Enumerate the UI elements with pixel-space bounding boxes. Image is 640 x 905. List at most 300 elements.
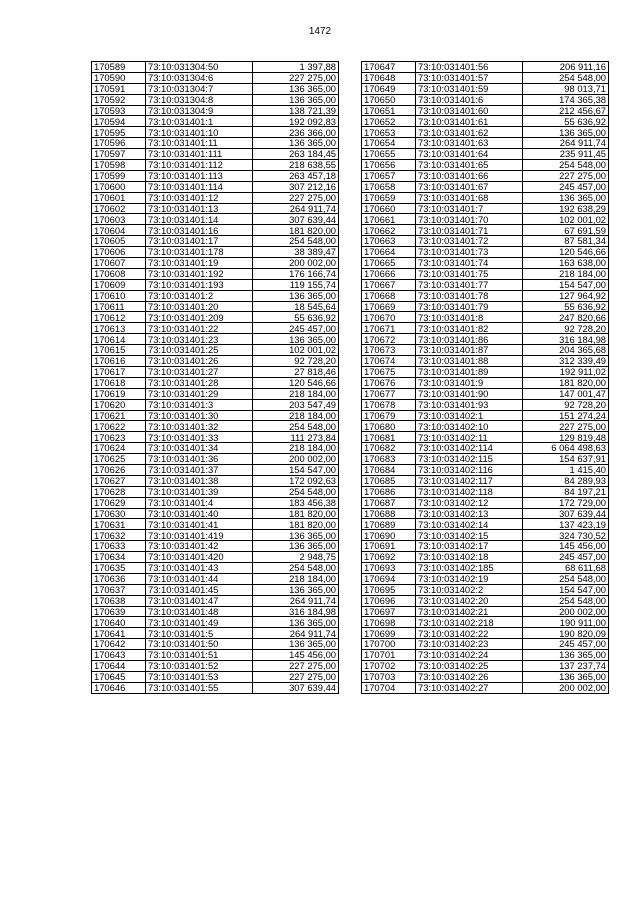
table-row <box>362 660 609 671</box>
row-number-cell: 170634 <box>92 552 146 563</box>
cadastral-number-cell: 73:10:031401:14 <box>146 214 253 225</box>
amount-cell: 145 456,00 <box>523 541 609 552</box>
row-number-cell: 170610 <box>92 290 146 301</box>
row-number-cell: 170651 <box>362 105 416 116</box>
amount-cell: 6 064 498,63 <box>523 443 609 454</box>
row-number-cell: 170626 <box>92 464 146 475</box>
row-number-cell: 170677 <box>362 388 416 399</box>
row-number-cell: 170674 <box>362 356 416 367</box>
amount-cell: 212 456,67 <box>523 105 609 116</box>
row-number-cell: 170699 <box>362 628 416 639</box>
table-row <box>92 105 339 116</box>
row-number-cell: 170643 <box>92 650 146 661</box>
row-number-cell: 170631 <box>92 519 146 530</box>
cadastral-number-cell: 73:10:031304:50 <box>146 62 253 73</box>
table-row <box>92 508 339 519</box>
amount-cell: 254 548,00 <box>523 573 609 584</box>
table-row <box>362 377 609 388</box>
row-number-cell: 170629 <box>92 497 146 508</box>
row-number-cell: 170637 <box>92 584 146 595</box>
amount-cell: 245 457,00 <box>253 323 339 334</box>
row-number-cell: 170704 <box>362 682 416 693</box>
row-number-cell: 170628 <box>92 486 146 497</box>
cadastral-number-cell: 73:10:031402:26 <box>416 671 523 682</box>
row-number-cell: 170675 <box>362 366 416 377</box>
registry-table-left <box>91 61 339 694</box>
row-number-cell: 170682 <box>362 443 416 454</box>
row-number-cell: 170697 <box>362 606 416 617</box>
row-number-cell: 170678 <box>362 399 416 410</box>
amount-cell: 245 457,00 <box>523 181 609 192</box>
row-number-cell: 170668 <box>362 290 416 301</box>
cadastral-number-cell: 73:10:031401:44 <box>146 573 253 584</box>
cadastral-number-cell: 73:10:031401:53 <box>146 671 253 682</box>
table-row <box>92 203 339 214</box>
table-row <box>362 552 609 563</box>
amount-cell: 264 911,74 <box>253 203 339 214</box>
amount-cell: 254 548,00 <box>523 72 609 83</box>
row-number-cell: 170659 <box>362 192 416 203</box>
cadastral-number-cell: 73:10:031401:56 <box>416 62 523 73</box>
amount-cell: 245 457,00 <box>523 552 609 563</box>
cadastral-number-cell: 73:10:031401:60 <box>416 105 523 116</box>
table-row <box>362 268 609 279</box>
amount-cell: 227 275,00 <box>253 72 339 83</box>
row-number-cell: 170647 <box>362 62 416 73</box>
row-number-cell: 170698 <box>362 617 416 628</box>
row-number-cell: 170615 <box>92 345 146 356</box>
table-row <box>92 650 339 661</box>
cadastral-number-cell: 73:10:031401:13 <box>146 203 253 214</box>
cadastral-number-cell: 73:10:031401:1 <box>146 116 253 127</box>
table-row <box>92 170 339 181</box>
cadastral-number-cell: 73:10:031401:34 <box>146 443 253 454</box>
cadastral-number-cell: 73:10:031402:185 <box>416 562 523 573</box>
cadastral-number-cell: 73:10:031401:68 <box>416 192 523 203</box>
table-row <box>92 671 339 682</box>
amount-cell: 151 274,24 <box>523 410 609 421</box>
table-row <box>362 62 609 73</box>
cadastral-number-cell: 73:10:031402:218 <box>416 617 523 628</box>
amount-cell: 136 365,00 <box>253 584 339 595</box>
table-row <box>362 356 609 367</box>
table-row <box>92 323 339 334</box>
table-row <box>362 138 609 149</box>
cadastral-number-cell: 73:10:031401:59 <box>416 83 523 94</box>
amount-cell: 307 639,44 <box>523 508 609 519</box>
table-row <box>92 127 339 138</box>
table-row <box>362 584 609 595</box>
table-row <box>92 682 339 693</box>
amount-cell: 200 002,00 <box>253 258 339 269</box>
row-number-cell: 170635 <box>92 562 146 573</box>
cadastral-number-cell: 73:10:031401:193 <box>146 279 253 290</box>
amount-cell: 218 638,55 <box>253 160 339 171</box>
table-row <box>362 454 609 465</box>
table-row <box>92 258 339 269</box>
row-number-cell: 170669 <box>362 301 416 312</box>
row-number-cell: 170650 <box>362 94 416 105</box>
row-number-cell: 170642 <box>92 639 146 650</box>
amount-cell: 192 638,29 <box>523 203 609 214</box>
cadastral-number-cell: 73:10:031402:25 <box>416 660 523 671</box>
table-row <box>362 366 609 377</box>
table-row <box>92 72 339 83</box>
amount-cell: 136 365,00 <box>523 127 609 138</box>
table-row <box>92 628 339 639</box>
table-row <box>362 486 609 497</box>
cadastral-number-cell: 73:10:031401:70 <box>416 214 523 225</box>
row-number-cell: 170695 <box>362 584 416 595</box>
table-row <box>362 530 609 541</box>
table-row <box>362 160 609 171</box>
cadastral-number-cell: 73:10:031401:55 <box>146 682 253 693</box>
table-row <box>92 432 339 443</box>
cadastral-number-cell: 73:10:031401:12 <box>146 192 253 203</box>
cadastral-number-cell: 73:10:031401:4 <box>146 497 253 508</box>
cadastral-number-cell: 73:10:031401:113 <box>146 170 253 181</box>
table-row <box>362 410 609 421</box>
row-number-cell: 170690 <box>362 530 416 541</box>
cadastral-number-cell: 73:10:031304:9 <box>146 105 253 116</box>
table-row <box>362 258 609 269</box>
row-number-cell: 170636 <box>92 573 146 584</box>
cadastral-number-cell: 73:10:031401:62 <box>416 127 523 138</box>
table-row <box>362 105 609 116</box>
row-number-cell: 170623 <box>92 432 146 443</box>
page-number: 1472 <box>308 26 332 37</box>
amount-cell: 136 365,00 <box>523 192 609 203</box>
table-row <box>92 149 339 160</box>
amount-cell: 176 166,74 <box>253 268 339 279</box>
amount-cell: 254 548,00 <box>523 160 609 171</box>
row-number-cell: 170696 <box>362 595 416 606</box>
amount-cell: 154 547,00 <box>253 464 339 475</box>
amount-cell: 307 639,44 <box>253 214 339 225</box>
amount-cell: 192 911,02 <box>523 366 609 377</box>
amount-cell: 218 184,00 <box>253 573 339 584</box>
table-row <box>92 530 339 541</box>
amount-cell: 55 636,92 <box>253 312 339 323</box>
row-number-cell: 170598 <box>92 160 146 171</box>
cadastral-number-cell: 73:10:031401:17 <box>146 236 253 247</box>
row-number-cell: 170676 <box>362 377 416 388</box>
table-row <box>92 660 339 671</box>
cadastral-number-cell: 73:10:031401:61 <box>416 116 523 127</box>
table-row <box>362 181 609 192</box>
cadastral-number-cell: 73:10:031401:72 <box>416 236 523 247</box>
amount-cell: 190 820,09 <box>523 628 609 639</box>
registry-table-left-body <box>92 62 339 694</box>
table-row <box>362 83 609 94</box>
table-row <box>362 464 609 475</box>
table-row <box>92 388 339 399</box>
cadastral-number-cell: 73:10:031401:419 <box>146 530 253 541</box>
amount-cell: 136 365,00 <box>523 650 609 661</box>
table-row <box>92 573 339 584</box>
amount-cell: 206 911,16 <box>523 62 609 73</box>
cadastral-number-cell: 73:10:031401:10 <box>146 127 253 138</box>
table-row <box>362 541 609 552</box>
amount-cell: 129 819,48 <box>523 432 609 443</box>
registry-table-right-body <box>362 62 609 694</box>
amount-cell: 245 457,00 <box>523 639 609 650</box>
table-row <box>92 312 339 323</box>
row-number-cell: 170606 <box>92 247 146 258</box>
table-row <box>362 127 609 138</box>
amount-cell: 55 636,92 <box>523 301 609 312</box>
amount-cell: 136 365,00 <box>253 617 339 628</box>
row-number-cell: 170589 <box>92 62 146 73</box>
row-number-cell: 170595 <box>92 127 146 138</box>
amount-cell: 192 092,83 <box>253 116 339 127</box>
row-number-cell: 170689 <box>362 519 416 530</box>
cadastral-number-cell: 73:10:031401:49 <box>146 617 253 628</box>
cadastral-number-cell: 73:10:031401:45 <box>146 584 253 595</box>
cadastral-number-cell: 73:10:031401:64 <box>416 149 523 160</box>
cadastral-number-cell: 73:10:031401:65 <box>416 160 523 171</box>
row-number-cell: 170618 <box>92 377 146 388</box>
table-row <box>92 301 339 312</box>
table-row <box>92 94 339 105</box>
row-number-cell: 170605 <box>92 236 146 247</box>
amount-cell: 84 289,93 <box>523 475 609 486</box>
amount-cell: 227 275,00 <box>523 421 609 432</box>
table-row <box>92 552 339 563</box>
row-number-cell: 170627 <box>92 475 146 486</box>
row-number-cell: 170613 <box>92 323 146 334</box>
amount-cell: 102 001,02 <box>523 214 609 225</box>
amount-cell: 120 546,66 <box>253 377 339 388</box>
cadastral-number-cell: 73:10:031401:88 <box>416 356 523 367</box>
amount-cell: 174 365,38 <box>523 94 609 105</box>
row-number-cell: 170652 <box>362 116 416 127</box>
cadastral-number-cell: 73:10:031304:6 <box>146 72 253 83</box>
row-number-cell: 170625 <box>92 454 146 465</box>
amount-cell: 263 184,45 <box>253 149 339 160</box>
cadastral-number-cell: 73:10:031402:118 <box>416 486 523 497</box>
amount-cell: 227 275,00 <box>253 671 339 682</box>
amount-cell: 67 691,59 <box>523 225 609 236</box>
table-row <box>92 192 339 203</box>
table-row <box>362 170 609 181</box>
cadastral-number-cell: 73:10:031401:32 <box>146 421 253 432</box>
amount-cell: 263 457,18 <box>253 170 339 181</box>
amount-cell: 316 184,98 <box>523 334 609 345</box>
cadastral-number-cell: 73:10:031402:11 <box>416 432 523 443</box>
row-number-cell: 170660 <box>362 203 416 214</box>
table-row <box>92 562 339 573</box>
row-number-cell: 170641 <box>92 628 146 639</box>
row-number-cell: 170614 <box>92 334 146 345</box>
row-number-cell: 170620 <box>92 399 146 410</box>
row-number-cell: 170693 <box>362 562 416 573</box>
cadastral-number-cell: 73:10:031401:48 <box>146 606 253 617</box>
table-row <box>92 475 339 486</box>
cadastral-number-cell: 73:10:031401:420 <box>146 552 253 563</box>
row-number-cell: 170665 <box>362 258 416 269</box>
row-number-cell: 170645 <box>92 671 146 682</box>
amount-cell: 227 275,00 <box>253 192 339 203</box>
table-row <box>92 214 339 225</box>
amount-cell: 55 636,92 <box>523 116 609 127</box>
cadastral-number-cell: 73:10:031401:77 <box>416 279 523 290</box>
cadastral-number-cell: 73:10:031402:22 <box>416 628 523 639</box>
table-row <box>362 236 609 247</box>
amount-cell: 181 820,00 <box>253 508 339 519</box>
amount-cell: 235 911,45 <box>523 149 609 160</box>
amount-cell: 154 547,00 <box>523 279 609 290</box>
amount-cell: 38 389,47 <box>253 247 339 258</box>
table-row <box>362 650 609 661</box>
row-number-cell: 170591 <box>92 83 146 94</box>
table-row <box>362 388 609 399</box>
cadastral-number-cell: 73:10:031401:36 <box>146 454 253 465</box>
amount-cell: 137 237,74 <box>523 660 609 671</box>
row-number-cell: 170681 <box>362 432 416 443</box>
amount-cell: 316 184,98 <box>253 606 339 617</box>
cadastral-number-cell: 73:10:031401:30 <box>146 410 253 421</box>
amount-cell: 163 638,00 <box>523 258 609 269</box>
amount-cell: 136 365,00 <box>253 639 339 650</box>
amount-cell: 87 581,34 <box>523 236 609 247</box>
table-row <box>362 203 609 214</box>
amount-cell: 154 637,91 <box>523 454 609 465</box>
table-row <box>362 508 609 519</box>
row-number-cell: 170624 <box>92 443 146 454</box>
row-number-cell: 170592 <box>92 94 146 105</box>
cadastral-number-cell: 73:10:031401:209 <box>146 312 253 323</box>
amount-cell: 183 456,38 <box>253 497 339 508</box>
amount-cell: 254 548,00 <box>253 486 339 497</box>
cadastral-number-cell: 73:10:031402:27 <box>416 682 523 693</box>
table-row <box>92 595 339 606</box>
cadastral-number-cell: 73:10:031401:6 <box>416 94 523 105</box>
cadastral-number-cell: 73:10:031401:71 <box>416 225 523 236</box>
amount-cell: 254 548,00 <box>253 562 339 573</box>
amount-cell: 136 365,00 <box>253 334 339 345</box>
table-row <box>92 225 339 236</box>
amount-cell: 68 611,68 <box>523 562 609 573</box>
amount-cell: 136 365,00 <box>253 94 339 105</box>
table-row <box>92 410 339 421</box>
cadastral-number-cell: 73:10:031401:23 <box>146 334 253 345</box>
table-row <box>362 682 609 693</box>
amount-cell: 172 092,63 <box>253 475 339 486</box>
amount-cell: 136 365,00 <box>253 530 339 541</box>
amount-cell: 181 820,00 <box>523 377 609 388</box>
amount-cell: 154 547,00 <box>523 584 609 595</box>
table-row <box>362 617 609 628</box>
row-number-cell: 170633 <box>92 541 146 552</box>
row-number-cell: 170601 <box>92 192 146 203</box>
row-number-cell: 170602 <box>92 203 146 214</box>
cadastral-number-cell: 73:10:031401:114 <box>146 181 253 192</box>
table-row <box>362 214 609 225</box>
row-number-cell: 170594 <box>92 116 146 127</box>
table-row <box>362 94 609 105</box>
row-number-cell: 170621 <box>92 410 146 421</box>
amount-cell: 218 184,00 <box>253 443 339 454</box>
amount-cell: 137 423,19 <box>523 519 609 530</box>
amount-cell: 2 948,75 <box>253 552 339 563</box>
cadastral-number-cell: 73:10:031401:89 <box>416 366 523 377</box>
cadastral-number-cell: 73:10:031401:40 <box>146 508 253 519</box>
cadastral-number-cell: 73:10:031401:112 <box>146 160 253 171</box>
table-row <box>362 606 609 617</box>
row-number-cell: 170654 <box>362 138 416 149</box>
cadastral-number-cell: 73:10:031401:37 <box>146 464 253 475</box>
row-number-cell: 170617 <box>92 366 146 377</box>
cadastral-number-cell: 73:10:031402:20 <box>416 595 523 606</box>
table-row <box>362 279 609 290</box>
row-number-cell: 170619 <box>92 388 146 399</box>
amount-cell: 92 728,20 <box>523 399 609 410</box>
row-number-cell: 170649 <box>362 83 416 94</box>
amount-cell: 84 197,21 <box>523 486 609 497</box>
cadastral-number-cell: 73:10:031402:15 <box>416 530 523 541</box>
row-number-cell: 170658 <box>362 181 416 192</box>
amount-cell: 204 365,68 <box>523 345 609 356</box>
cadastral-number-cell: 73:10:031304:7 <box>146 83 253 94</box>
cadastral-number-cell: 73:10:031401:52 <box>146 660 253 671</box>
amount-cell: 236 366,00 <box>253 127 339 138</box>
cadastral-number-cell: 73:10:031401:93 <box>416 399 523 410</box>
cadastral-number-cell: 73:10:031401:8 <box>416 312 523 323</box>
cadastral-number-cell: 73:10:031401:178 <box>146 247 253 258</box>
cadastral-number-cell: 73:10:031402:18 <box>416 552 523 563</box>
table-row <box>92 377 339 388</box>
amount-cell: 145 456,00 <box>253 650 339 661</box>
cadastral-number-cell: 73:10:031401:43 <box>146 562 253 573</box>
cadastral-number-cell: 73:10:031401:29 <box>146 388 253 399</box>
registry-table-right <box>361 61 609 694</box>
table-row <box>92 464 339 475</box>
amount-cell: 312 339,49 <box>523 356 609 367</box>
table-row <box>362 639 609 650</box>
amount-cell: 27 818,46 <box>253 366 339 377</box>
row-number-cell: 170700 <box>362 639 416 650</box>
row-number-cell: 170670 <box>362 312 416 323</box>
amount-cell: 200 002,00 <box>523 606 609 617</box>
table-row <box>362 595 609 606</box>
table-row <box>362 290 609 301</box>
amount-cell: 1 415,40 <box>523 464 609 475</box>
amount-cell: 136 365,00 <box>253 83 339 94</box>
table-row <box>92 356 339 367</box>
row-number-cell: 170666 <box>362 268 416 279</box>
table-row <box>362 312 609 323</box>
amount-cell: 120 546,66 <box>523 247 609 258</box>
row-number-cell: 170657 <box>362 170 416 181</box>
row-number-cell: 170653 <box>362 127 416 138</box>
cadastral-number-cell: 73:10:031401:51 <box>146 650 253 661</box>
amount-cell: 147 001,47 <box>523 388 609 399</box>
table-row <box>362 116 609 127</box>
table-row <box>92 606 339 617</box>
table-row <box>362 475 609 486</box>
row-number-cell: 170596 <box>92 138 146 149</box>
table-row <box>362 497 609 508</box>
cadastral-number-cell: 73:10:031402:21 <box>416 606 523 617</box>
amount-cell: 307 212,16 <box>253 181 339 192</box>
cadastral-number-cell: 73:10:031401:47 <box>146 595 253 606</box>
cadastral-number-cell: 73:10:031401:38 <box>146 475 253 486</box>
row-number-cell: 170597 <box>92 149 146 160</box>
amount-cell: 218 184,00 <box>523 268 609 279</box>
cadastral-number-cell: 73:10:031402:13 <box>416 508 523 519</box>
row-number-cell: 170600 <box>92 181 146 192</box>
